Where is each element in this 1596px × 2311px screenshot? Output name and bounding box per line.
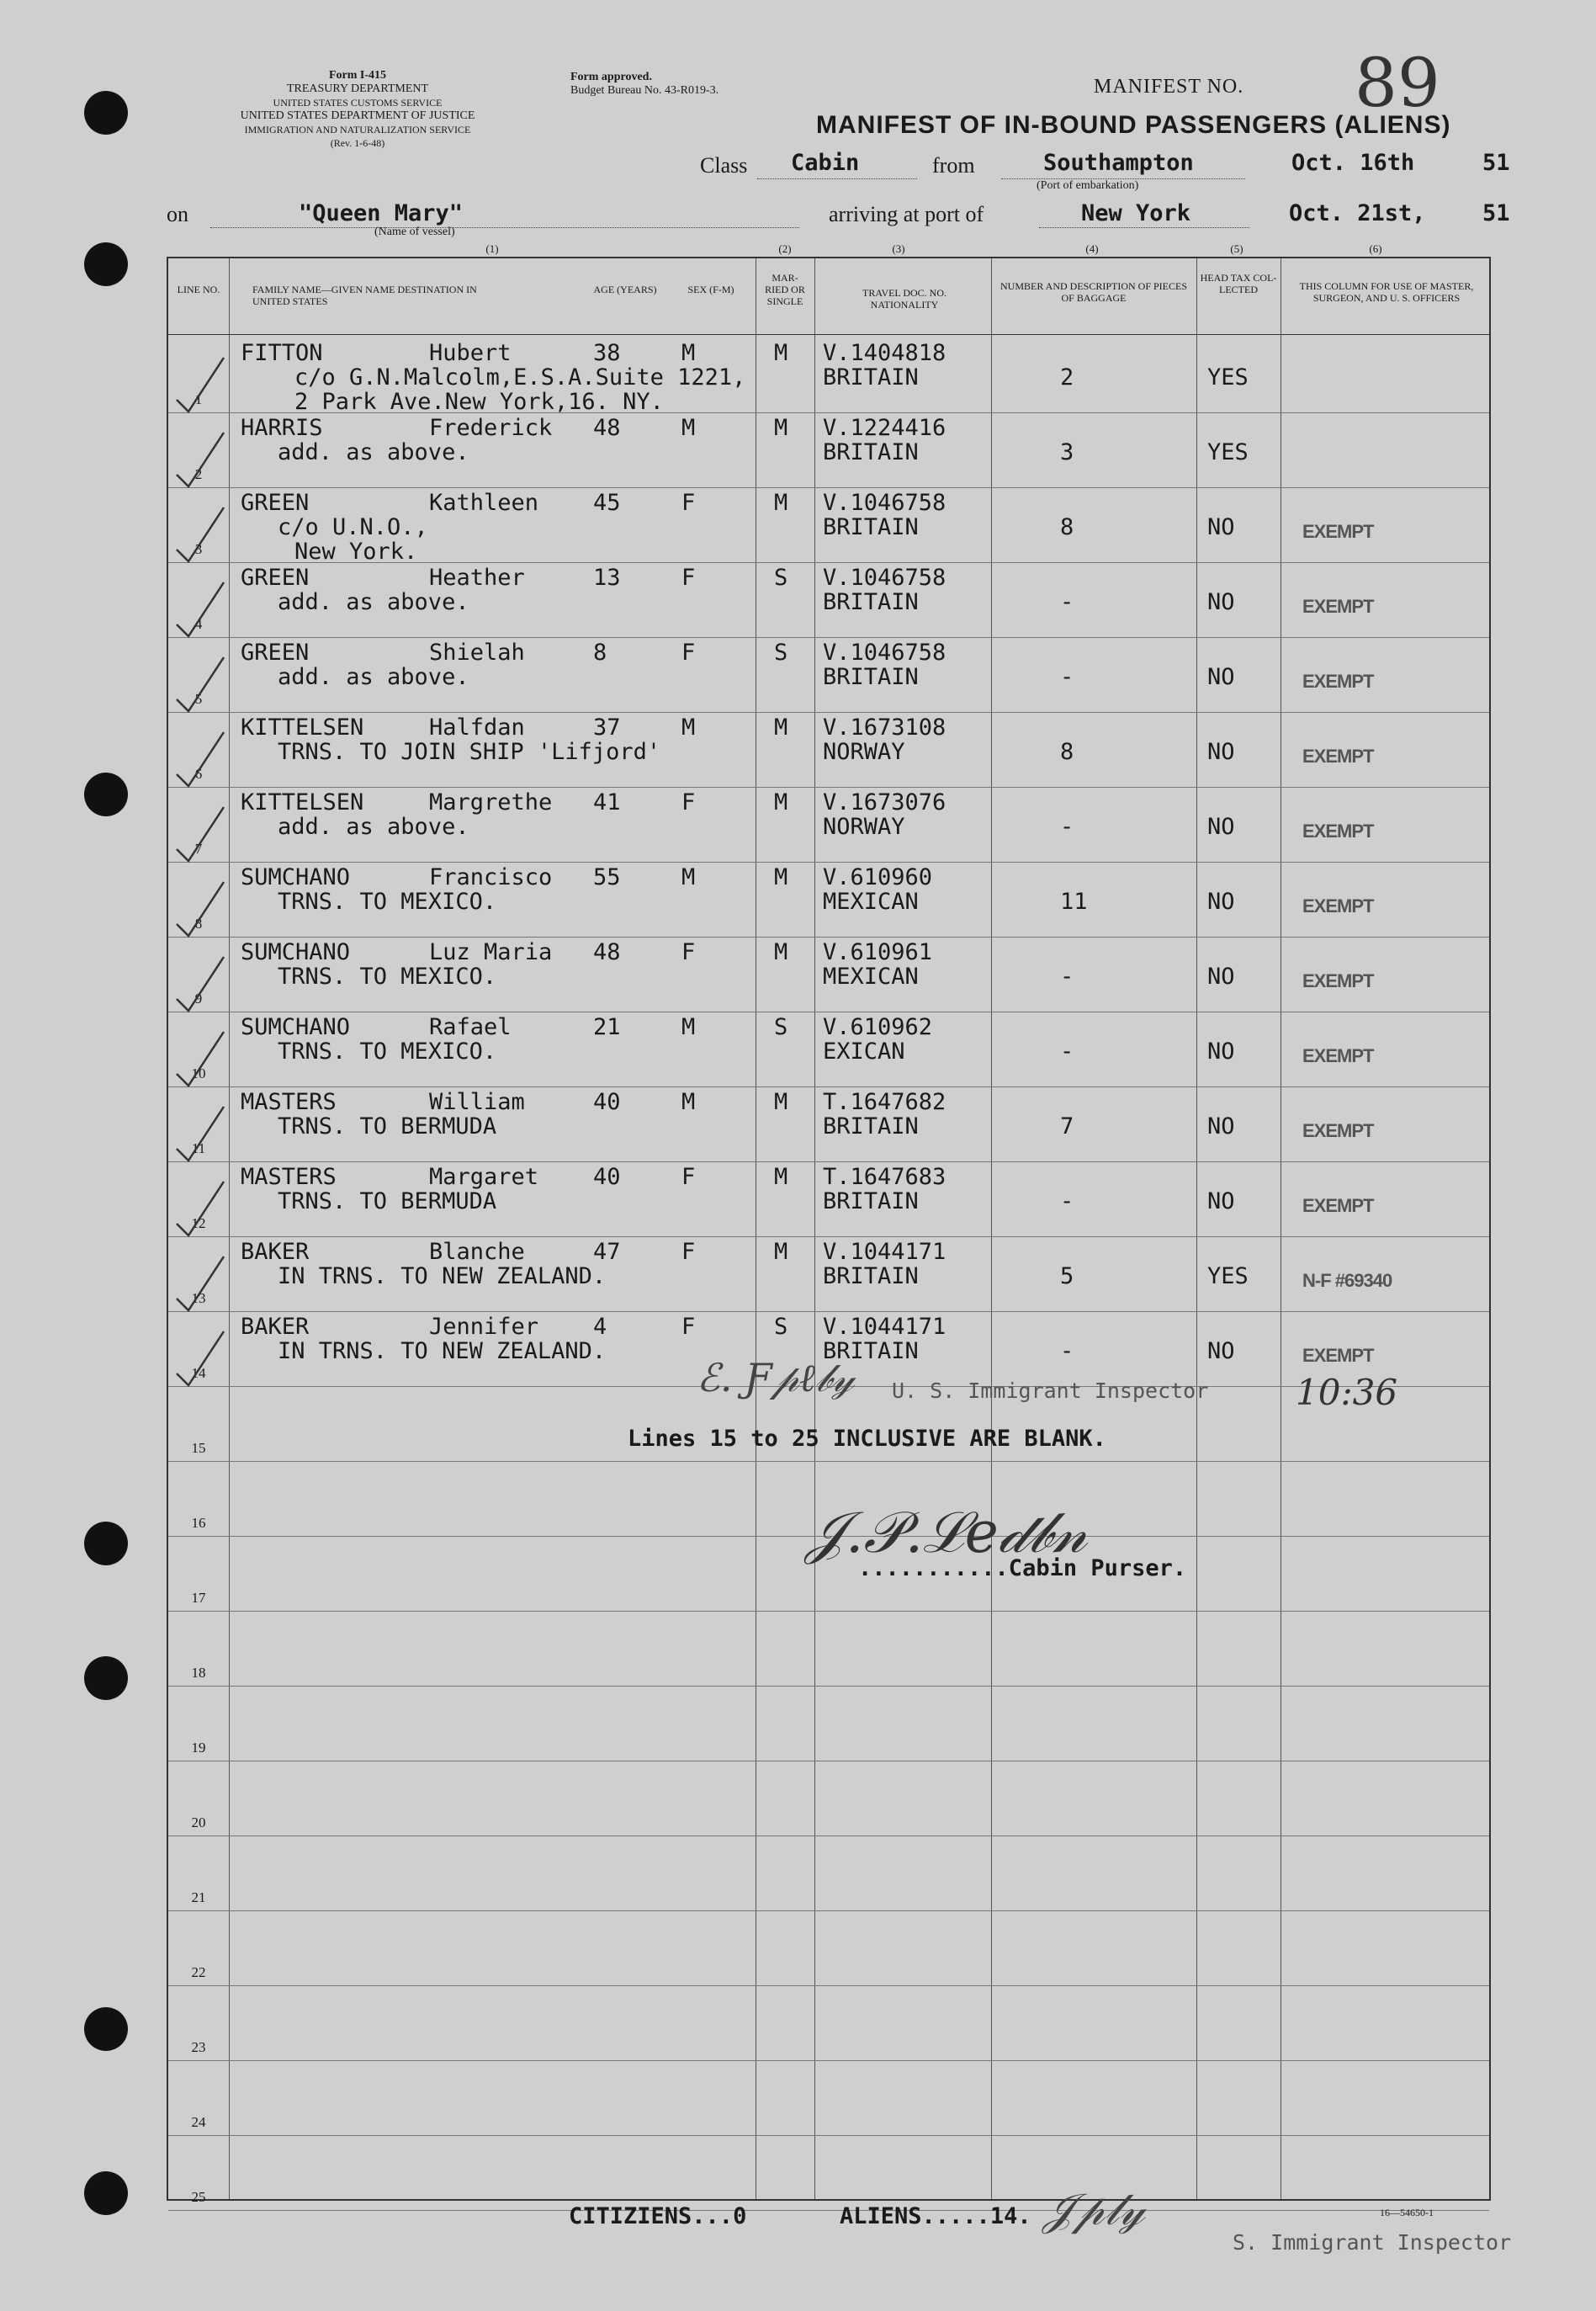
manifest-no-label: MANIFEST NO. [1094,76,1244,98]
officer-note: EXEMPT [1302,821,1374,842]
given-name: Heather [429,565,525,591]
sex: F [681,1239,696,1265]
form-id: Form I-415 [328,69,387,82]
given-name: Kathleen [429,490,539,516]
row-divider [168,2135,1489,2136]
line-number: 9 [194,991,203,1007]
destination-line-1: add. as above. [278,664,469,690]
head-tax: NO [1207,739,1235,765]
col-num-1: (1) [485,242,499,255]
table-row [168,790,1489,862]
given-name: William [429,1089,525,1115]
marital-status: M [774,939,788,965]
row-divider [168,2060,1489,2061]
inspector-time: 10:36 [1296,1372,1398,1413]
surname: GREEN [241,490,310,516]
sex: M [681,1014,696,1040]
head-tax: NO [1207,1338,1235,1364]
line-number: 15 [191,1440,206,1456]
line-number: 8 [194,916,203,932]
age: 4 [593,1314,607,1340]
port-underline [1039,227,1249,228]
destination-line-1: IN TRNS. TO NEW ZEALAND. [278,1338,607,1364]
given-name: Margrethe [429,789,553,815]
surname: KITTELSEN [241,715,364,741]
head-tax: NO [1207,1039,1235,1065]
destination-line-1: TRNS. TO MEXICO. [278,889,497,915]
head-tax: YES [1207,1263,1249,1289]
travel-doc-number: V.1044171 [823,1314,946,1340]
destination-line-1: c/o U.N.O., [278,514,428,540]
nationality: MEXICAN [823,889,919,915]
manifest-number: 89 [1355,44,1440,122]
head-tax: NO [1207,1113,1235,1140]
officer-note: EXEMPT [1302,671,1374,692]
line-number: 4 [194,616,203,632]
col-num-5: (5) [1230,242,1243,255]
surname: HARRIS [241,415,323,441]
row-divider [168,1311,1489,1312]
manifest-title: MANIFEST OF IN-BOUND PASSENGERS (ALIENS) [816,111,1451,139]
line-number: 2 [194,466,203,482]
vessel-name: "Queen Mary" [299,200,464,226]
date-arrival: Oct. 21st, [1289,200,1426,226]
surname: BAKER [241,1239,310,1265]
marital-status: S [774,640,788,666]
marital-status: M [774,415,788,441]
binder-hole [84,2171,128,2215]
header-divider [168,334,1489,335]
vessel-sublabel: (Name of vessel) [374,226,455,238]
surname: KITTELSEN [241,789,364,815]
binder-hole [84,91,128,135]
checkmark-icon [170,874,229,945]
destination-line-2: New York. [294,539,418,565]
head-tax: NO [1207,964,1235,990]
head-tax: NO [1207,889,1235,915]
destination-line-1: TRNS. TO MEXICO. [278,1039,497,1065]
travel-doc-number: V.1673108 [823,715,946,741]
dept-justice: UNITED STATES DEPARTMENT OF JUSTICE [240,109,475,122]
marital-status: M [774,340,788,366]
travel-doc-number: V.610962 [823,1014,933,1040]
surname: MASTERS [241,1089,337,1115]
officer-note: EXEMPT [1302,746,1374,767]
row-divider [168,1236,1489,1237]
sex: M [681,340,696,366]
row-divider [168,1461,1489,1462]
age: 48 [593,939,621,965]
class-label: Class [700,153,748,178]
travel-doc-number: V.1046758 [823,640,946,666]
col-num-3: (3) [892,242,905,255]
age: 55 [593,864,621,890]
officer-note: N-F #69340 [1302,1270,1392,1291]
baggage-count: - [1060,1039,1074,1065]
header-age: AGE (YEARS) [593,284,657,295]
sex: F [681,565,696,591]
row-divider [168,1910,1489,1911]
row-divider [168,487,1489,488]
checkmark-icon [170,1173,229,1245]
row-divider [168,1611,1489,1612]
checkmark-icon [170,349,229,421]
nationality: BRITAIN [823,1113,919,1140]
sex: M [681,415,696,441]
baggage-count: - [1060,1338,1074,1364]
header-sex: SEX (F-M) [687,284,734,295]
marital-status: S [774,565,788,591]
given-name: Margaret [429,1164,539,1190]
table-row [168,715,1489,787]
vessel-underline [210,227,799,228]
marital-status: M [774,1239,788,1265]
marital-status: M [774,715,788,741]
citizens-count [569,2203,746,2229]
budget-text: Budget Bureau No. 43-R019-3. [570,84,719,97]
col-num-2: (2) [778,242,792,255]
destination-line-1: add. as above. [278,814,469,840]
given-name: Shielah [429,640,525,666]
form-approved [570,71,718,98]
table-row [168,416,1489,487]
dept-treasury-sub: UNITED STATES CUSTOMS SERVICE [273,97,443,109]
from-value: Southampton [1043,150,1194,176]
passenger-table [167,257,1491,2205]
surname: GREEN [241,640,310,666]
head-tax: NO [1207,1188,1235,1214]
row-divider [168,1086,1489,1087]
marital-status: M [774,1089,788,1115]
binder-hole [84,242,128,286]
officer-note: EXEMPT [1302,895,1374,916]
baggage-count: - [1060,964,1074,990]
baggage-count: 8 [1060,739,1074,765]
officer-note: EXEMPT [1302,1045,1374,1066]
header-officers: THIS COLUMN FOR USE OF MASTER, SURGEON, AND U. S. OFFICERS [1299,280,1474,304]
table-row [168,1015,1489,1086]
head-tax: NO [1207,514,1235,540]
nationality: BRITAIN [823,439,919,465]
destination-line-1: IN TRNS. TO NEW ZEALAND. [278,1263,607,1289]
table-row [168,865,1489,937]
line-number: 21 [191,1889,206,1905]
travel-doc-number: V.610961 [823,939,933,965]
travel-doc-number: V.1673076 [823,789,946,815]
sex: F [681,1314,696,1340]
age: 40 [593,1164,621,1190]
form-header-left [164,69,551,150]
sex: M [681,864,696,890]
row-divider [168,2210,1489,2211]
age: 48 [593,415,621,441]
citizens-label: CITIZIENS... [569,2203,734,2229]
year-departure: 51 [1482,150,1510,176]
dept-treasury: TREASURY DEPARTMENT [286,82,429,95]
line-number: 1 [194,391,203,407]
baggage-count: - [1060,589,1074,615]
from-sublabel: (Port of embarkation) [1037,179,1139,192]
table-row [168,1165,1489,1236]
age: 45 [593,490,621,516]
binder-hole [84,1656,128,1700]
row-divider [168,1161,1489,1162]
form-rev: (Rev. 1-6-48) [330,137,385,149]
checkmark-icon [170,1098,229,1170]
header-baggage: NUMBER AND DESCRIPTION OF PIECES OF BAGGAGE [999,280,1188,304]
table-row [168,940,1489,1012]
destination-line-2: 2 Park Ave.New York,16. NY. [294,389,664,415]
col-num-4: (4) [1085,242,1099,255]
destination-line-1: c/o G.N.Malcolm,E.S.A.Suite 1221, [294,364,746,390]
sex: F [681,1164,696,1190]
row-divider [168,712,1489,713]
inspector-label: U. S. Immigrant Inspector [892,1379,1209,1403]
age: 13 [593,565,621,591]
surname: MASTERS [241,1164,337,1190]
surname: GREEN [241,565,310,591]
given-name: Hubert [429,340,512,366]
line-number: 6 [194,766,203,782]
arriving-label: arriving at port of [829,202,984,226]
line-number: 14 [191,1365,206,1381]
nationality: MEXICAN [823,964,919,990]
row-divider [168,1985,1489,1986]
officer-note: EXEMPT [1302,521,1374,542]
col-num-6: (6) [1369,242,1382,255]
nationality: BRITAIN [823,514,919,540]
line-number: 18 [191,1665,206,1681]
binder-hole [84,1522,128,1565]
line-number: 12 [191,1215,206,1231]
age: 40 [593,1089,621,1115]
given-name: Luz Maria [429,939,553,965]
footer-inspector-label: S. Immigrant Inspector [1233,2230,1512,2255]
checkmark-icon [170,1023,229,1095]
marital-status: S [774,1014,788,1040]
destination-line-1: TRNS. TO BERMUDA [278,1113,497,1140]
age: 37 [593,715,621,741]
travel-doc-number: V.1046758 [823,490,946,516]
line-number: 3 [194,541,203,557]
checkmark-icon [170,649,229,720]
sex: F [681,640,696,666]
destination-line-1: TRNS. TO MEXICO. [278,964,497,990]
travel-doc-number: T.1647682 [823,1089,946,1115]
table-row [168,490,1489,565]
given-name: Francisco [429,864,553,890]
from-label: from [932,153,975,178]
nationality: EXICAN [823,1039,905,1065]
header-head-tax: HEAD TAX COL- LECTED [1200,272,1277,295]
date-departure: Oct. 16th [1291,150,1415,176]
marital-status: M [774,864,788,890]
head-tax: YES [1207,439,1249,465]
nationality: BRITAIN [823,1338,919,1364]
travel-doc-number: V.1404818 [823,340,946,366]
destination-line-1: TRNS. TO JOIN SHIP 'Lifjord' [278,739,661,765]
given-name: Jennifer [429,1314,539,1340]
year-arrival: 51 [1482,200,1510,226]
checkmark-icon [170,1248,229,1320]
row-divider [168,637,1489,638]
purser-signature: 𝒥.𝒫.ℒ𝑒𝒹𝒷𝓃 [806,1500,1088,1566]
age: 21 [593,1014,621,1040]
citizens-value: 0 [733,2203,747,2229]
line-number: 20 [191,1814,206,1830]
surname: SUMCHANO [241,864,351,890]
officer-note: EXEMPT [1302,1195,1374,1216]
travel-doc-number: V.1044171 [823,1239,946,1265]
aliens-value: 14. [989,2203,1031,2229]
line-number: 13 [191,1290,206,1306]
line-number: 25 [191,2189,206,2205]
table-row [168,1090,1489,1161]
marital-status: M [774,789,788,815]
given-name: Halfdan [429,715,525,741]
checkmark-icon [170,724,229,795]
baggage-count: - [1060,664,1074,690]
nationality: BRITAIN [823,1263,919,1289]
travel-doc-number: V.1224416 [823,415,946,441]
checkmark-icon [170,948,229,1020]
line-number: 22 [191,1964,206,1980]
sex: F [681,789,696,815]
baggage-count: 2 [1060,364,1074,390]
marital-status: S [774,1314,788,1340]
footer-signature: 𝒥𝓅𝓁𝓎 [1043,2185,1145,2235]
sex: F [681,490,696,516]
table-row [168,340,1489,415]
table-row [168,566,1489,637]
baggage-count: 7 [1060,1113,1074,1140]
checkmark-icon [170,424,229,496]
baggage-count: - [1060,1188,1074,1214]
age: 38 [593,340,621,366]
line-number: 11 [191,1140,206,1156]
given-name: Rafael [429,1014,512,1040]
purser-label: ...........Cabin Purser. [858,1555,1187,1581]
checkmark-icon [170,799,229,870]
officer-note: EXEMPT [1302,1345,1374,1366]
officer-note: EXEMPT [1302,596,1374,617]
age: 41 [593,789,621,815]
inspector-signature: ℰ. Ƒ𝓅ℓ𝒷𝓎 [697,1355,855,1400]
travel-doc-number: T.1647683 [823,1164,946,1190]
line-number: 10 [191,1065,206,1081]
header-name: FAMILY NAME—GIVEN NAME DESTINATION IN UNITED STATES [252,284,477,307]
officer-note: EXEMPT [1302,1120,1374,1141]
travel-doc-number: V.1046758 [823,565,946,591]
header-travel-doc: TRAVEL DOC. NO. NATIONALITY [862,287,946,311]
baggage-count: 3 [1060,439,1074,465]
checkmark-icon [170,1323,229,1395]
line-number: 16 [191,1515,206,1531]
baggage-count: 5 [1060,1263,1074,1289]
sex: M [681,715,696,741]
given-name: Frederick [429,415,553,441]
travel-doc-number: V.610960 [823,864,933,890]
checkmark-icon [170,499,229,571]
nationality: BRITAIN [823,364,919,390]
sex: M [681,1089,696,1115]
surname: SUMCHANO [241,939,351,965]
baggage-count: - [1060,814,1074,840]
age: 8 [593,640,607,666]
surname: SUMCHANO [241,1014,351,1040]
nationality: BRITAIN [823,664,919,690]
row-divider [168,937,1489,938]
binder-hole [84,2007,128,2051]
line-number: 7 [194,841,203,857]
baggage-count: 8 [1060,514,1074,540]
line-number: 17 [191,1590,206,1606]
destination-line-1: add. as above. [278,439,469,465]
destination-line-1: TRNS. TO BERMUDA [278,1188,497,1214]
dept-justice-sub: IMMIGRATION AND NATURALIZATION SERVICE [244,124,471,135]
surname: BAKER [241,1314,310,1340]
form-footer-code: 16—54650-1 [1380,2207,1434,2218]
head-tax: NO [1207,589,1235,615]
aliens-count [840,2203,1031,2229]
baggage-count: 11 [1060,889,1088,915]
arrival-port: New York [1081,200,1191,226]
aliens-label: ALIENS..... [840,2203,990,2229]
row-divider [168,787,1489,788]
nationality: NORWAY [823,739,905,765]
given-name: Blanche [429,1239,525,1265]
table-row [168,640,1489,712]
line-number: 19 [191,1740,206,1756]
nationality: NORWAY [823,814,905,840]
on-label: on [167,202,188,226]
destination-line-1: add. as above. [278,589,469,615]
binder-hole [84,773,128,816]
marital-status: M [774,1164,788,1190]
marital-status: M [774,490,788,516]
surname: FITTON [241,340,323,366]
head-tax: NO [1207,664,1235,690]
approved-text: Form approved. [570,71,652,83]
officer-note: EXEMPT [1302,970,1374,991]
nationality: BRITAIN [823,1188,919,1214]
class-value: Cabin [791,150,860,176]
blank-notice: Lines 15 to 25 INCLUSIVE ARE BLANK. [628,1426,1106,1452]
age: 47 [593,1239,621,1265]
checkmark-icon [170,574,229,645]
nationality: BRITAIN [823,589,919,615]
head-tax: YES [1207,364,1249,390]
line-number: 23 [191,2039,206,2055]
row-divider [168,1686,1489,1687]
header-married: MAR- RIED OR SINGLE [765,272,805,307]
header-line-no: LINE NO. [177,284,220,295]
line-number: 24 [191,2114,206,2130]
sex: F [681,939,696,965]
class-underline [757,178,917,179]
table-row [168,1240,1489,1311]
head-tax: NO [1207,814,1235,840]
line-number: 5 [194,691,203,707]
row-divider [168,862,1489,863]
